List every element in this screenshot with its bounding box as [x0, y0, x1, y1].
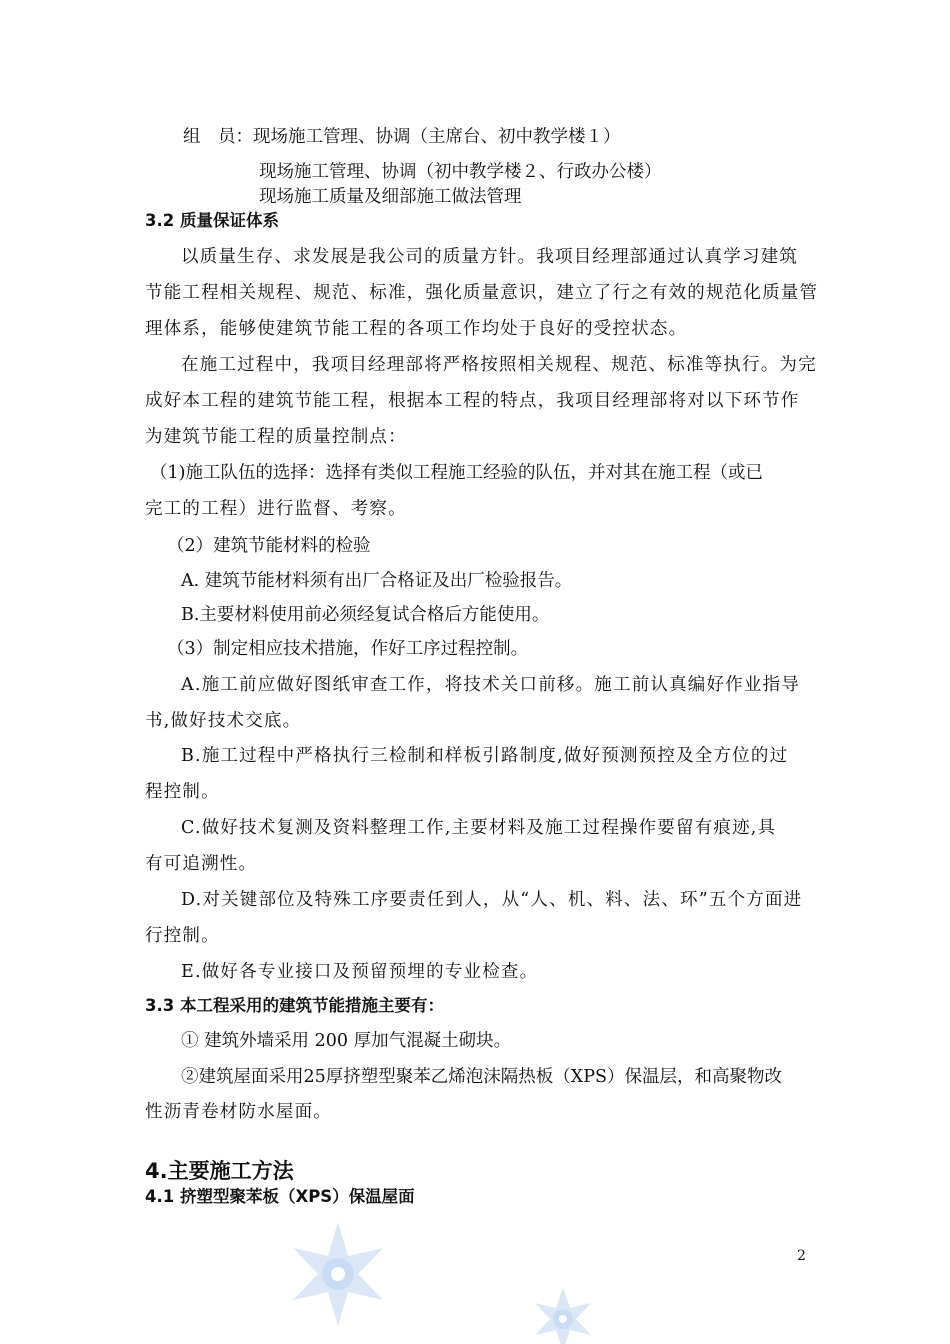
paragraph-line: 为建筑节能工程的质量控制点：: [145, 427, 407, 447]
snowflake-watermark-icon: [283, 1214, 393, 1334]
measure-item-line: ②建筑屋面采用25厚挤塑型聚苯乙烯泡沫隔热板（XPS）保温层，和高聚物改: [181, 1067, 782, 1087]
measure-item-line: 性沥青卷材防水屋面。: [145, 1102, 332, 1122]
list-item-line: 完工的工程）进行监督、考察。: [145, 499, 407, 519]
list-item-line: （3）制定相应技术措施，作好工序过程控制。: [167, 639, 529, 659]
paragraph-line: 以质量生存、求发展是我公司的质量方针。我项目经理部通过认真学习建筑: [181, 247, 799, 267]
team-member-line: 现场施工管理、协调（初中教学楼２、行政办公楼）: [259, 162, 662, 182]
paragraph-line: 在施工过程中，我项目经理部将严格按照相关规程、规范、标准等执行。为完: [181, 355, 817, 375]
list-item-line: D.对关键部位及特殊工序要责任到人，从“人、机、料、法、环”五个方面进: [181, 890, 803, 910]
list-item-line: A. 建筑节能材料须有出厂合格证及出厂检验报告。: [181, 571, 573, 591]
measure-item-line: ① 建筑外墙采用 200 厚加气混凝土砌块。: [181, 1031, 512, 1051]
list-item-line: 程控制。: [145, 782, 220, 802]
list-item-line: C.做好技术复测及资料整理工作,主要材料及施工过程操作要留有痕迹,具: [181, 818, 777, 838]
list-item-line: 行控制。: [145, 926, 220, 946]
page-number: 2: [797, 1248, 806, 1264]
snowflake-watermark-icon: [528, 1284, 598, 1344]
list-item-line: A.施工前应做好图纸审查工作，将技术关口前移。施工前认真编好作业指导: [181, 675, 800, 695]
section-heading-4: 4.主要施工方法: [145, 1159, 294, 1183]
list-item-line: 有可追溯性。: [145, 854, 258, 874]
team-member-line: 现场施工质量及细部施工做法管理: [259, 187, 522, 207]
list-item-line: B.主要材料使用前必须经复试合格后方能使用。: [181, 605, 550, 625]
list-item-line: （1)施工队伍的选择：选择有类似工程施工经验的队伍，并对其在施工程（或已: [150, 463, 763, 483]
paragraph-line: 成好本工程的建筑节能工程，根据本工程的特点，我项目经理部将对以下环节作: [145, 391, 800, 411]
paragraph-line: 节能工程相关规程、规范、标准，强化质量意识，建立了行之有效的规范化质量管: [145, 283, 819, 303]
section-heading-3-3: 3.3 本工程采用的建筑节能措施主要有：: [145, 996, 444, 1015]
list-item-line: 书,做好技术交底。: [145, 711, 302, 731]
paragraph-line: 理体系，能够使建筑节能工程的各项工作均处于良好的受控状态。: [145, 319, 688, 339]
team-member-line: 组 员：现场施工管理、协调（主席台、初中教学楼１）: [183, 127, 621, 147]
list-item-line: （2）建筑节能材料的检验: [167, 536, 371, 556]
section-heading-4-1: 4.1 挤塑型聚苯板（XPS）保温屋面: [145, 1187, 415, 1206]
list-item-line: E.做好各专业接口及预留预埋的专业检查。: [181, 962, 539, 982]
list-item-line: B.施工过程中严格执行三检制和样板引路制度,做好预测预控及全方位的过: [181, 746, 789, 766]
section-heading-3-2: 3.2 质量保证体系: [145, 211, 279, 230]
